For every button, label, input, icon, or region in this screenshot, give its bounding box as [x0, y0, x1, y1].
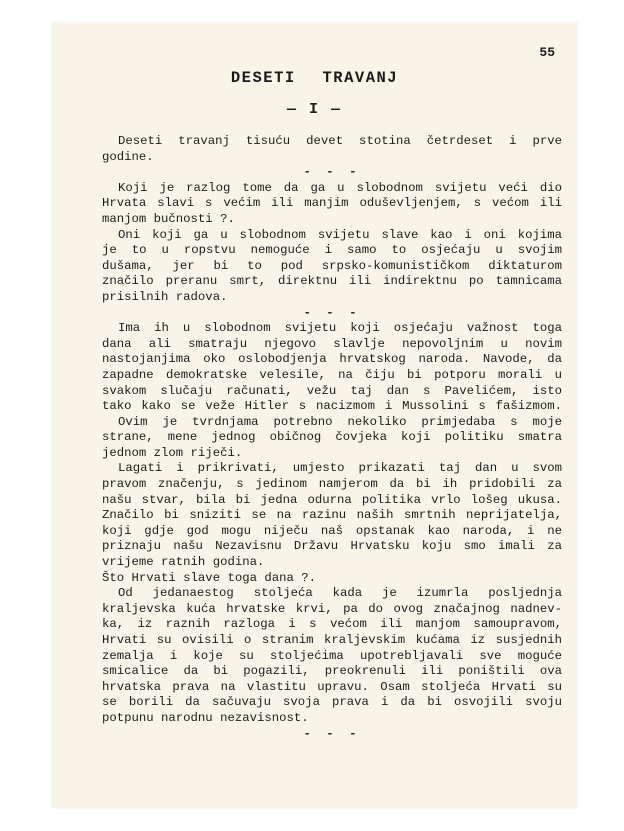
text-line: prisilnih radova. [102, 289, 228, 304]
text-line: zemalja i koje su stoljećima upotrebljavali sve moguće [102, 648, 562, 663]
text-line: Hrvata slavi s većim ili manjim oduševljenjem, s većom ili [102, 196, 562, 211]
text-line: Ima ih u slobodnom svijetu koji osjećaju važnost toga [118, 321, 562, 336]
text-line: koji gdje god mogu niječu naš opstanak kao naroda, i ne [102, 523, 562, 538]
text-line: Što Hrvati slave toga dana ?. [102, 570, 317, 585]
text-line: ka, iz raznih razloga i s većom ili manjom samoupravom, [102, 617, 562, 632]
text-line: hrvatska prava na vlastitu upravu. Osam stoljeća Hrvati su [102, 679, 562, 694]
text-line: svakom slučaju računati, vežu taj dan s Pavelićem, isto [102, 383, 562, 398]
text-line: potpunu narodnu nezavisnost. [102, 710, 309, 725]
text-line: nastojanjima oko oslobodjenja hrvatskog naroda. Navode, da [102, 352, 562, 367]
text-line: vrijeme ratnih godina. [102, 555, 265, 570]
text-line: Hrvati su ovisili o stranim kraljevskim kućama iz susjednih [102, 633, 562, 647]
text-line: Značilo bi sniziti se na razinu naših smrtnih neprijatelja, [102, 508, 562, 523]
text-line: manjom bučnosti ?. [102, 211, 235, 226]
text-line: značilo preranu smrt, direktnu ili indirektnu po tamnicama [102, 274, 562, 289]
section-divider: - - - [303, 726, 361, 741]
book-page [52, 22, 577, 808]
text-line: Ovim je tvrdnjama potrebno nekoliko primjedaba s moje [118, 414, 562, 429]
body-text [102, 134, 562, 742]
text-line: godine. [102, 149, 154, 164]
text-line: je to u ropstvu nemoguće i samo to osjećaju u svojim [102, 243, 562, 258]
text-line: Koji je razlog tome da ga u slobodnom svijetu veći dio [118, 180, 562, 195]
text-line: priznaju našu Nezavisnu Državu Hrvatsku koju smo imali za [102, 539, 562, 554]
text-line: Od jedanaestog stoljeća kada je izumrla posljednja [118, 586, 562, 601]
text-line: dušama, jer bi to pod srpsko-komunističkom diktaturom [102, 258, 562, 273]
text-line: zapadne demokratske velesile, na čiju bi potporu morali u [102, 367, 562, 382]
text-line: Oni koji ga u slobodnom svijetu slave kao i oni kojima [118, 227, 562, 242]
text-line: kraljevska kuća hrvatske krvi, pa do ovog značajnog nadnev- [102, 601, 562, 616]
text-line: tako kako se veže Hitler s nacizmom i Mussolini s fašizmom. [102, 399, 562, 414]
text-line: strane, mene jednog običnog čovjeka koji politiku smatra [102, 430, 562, 445]
text-line: smicalice da bi pogazili, preokrenuli ili poništili ova [102, 664, 562, 679]
chapter-number: — I — [286, 101, 342, 118]
page-number: 55 [539, 45, 555, 60]
text-line: dana ali smatraju njegovo slavlje nepovoljnim u novim [102, 336, 562, 351]
text-line: se borili da sačuvaju svoja prava i da bi osvojili svoju [102, 695, 562, 710]
text-line: Lagati i prikrivati, umjesto prikazati taj dan u svom [118, 461, 562, 476]
text-line: Deseti travanj tisuću devet stotina četrdeset i prve [118, 134, 562, 148]
section-divider: - - - [303, 305, 361, 320]
text-line: našu stvar, bila bi jedna odurna politika vrlo lošeg ukusa. [102, 492, 562, 507]
section-divider: - - - [303, 165, 361, 180]
text-line: jednom zlom riječi. [102, 445, 243, 460]
page-title: DESETI TRAVANJ [230, 69, 399, 87]
text-line: pravom značenju, s jedinom namjerom da bi ih pridobili za [102, 477, 562, 492]
